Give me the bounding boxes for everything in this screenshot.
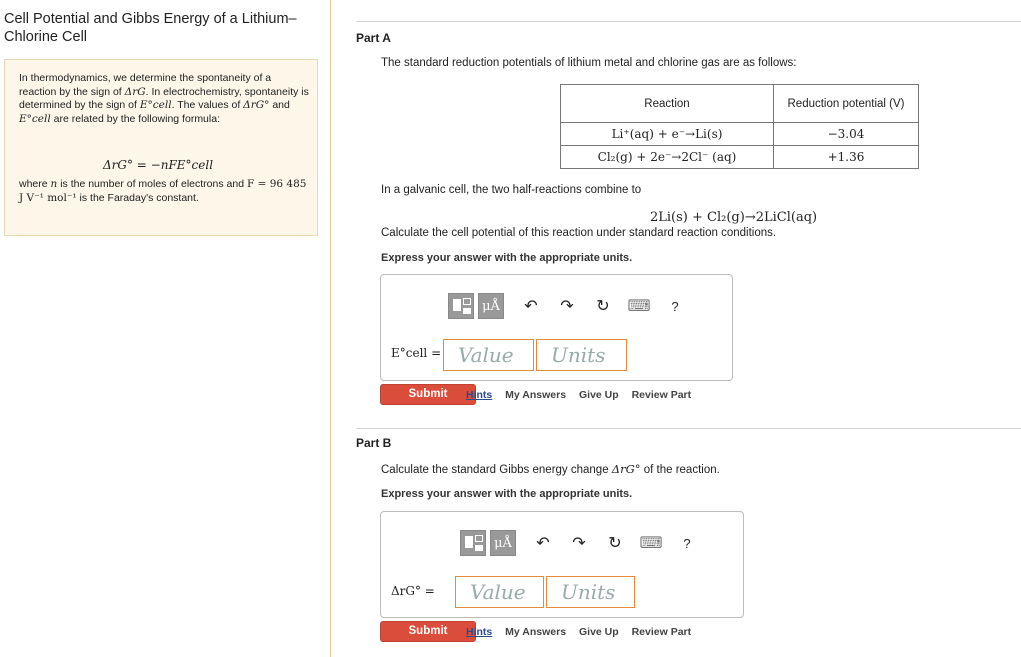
vertical-divider [330,0,331,657]
math-toolbar [460,530,702,556]
part-b-label: Part B [356,436,392,450]
part-b-question: Calculate the standard Gibbs energy change ΔrG° of the reaction. [381,462,720,476]
submit-button-b[interactable]: Submit [380,621,476,642]
problem-title: Cell Potential and Gibbs Energy of a Lithium–Chlorine Cell [4,11,297,45]
intro-box [4,59,318,236]
reduction-potential-table [560,84,919,169]
formula-explanation: where n is the number of moles of electrons and F = 96 485 J V⁻¹ mol⁻¹ is the Faraday's constant. [19,178,307,204]
table-header-row [561,85,919,123]
part-a-express: Express your answer with the appropriate units. [381,252,633,264]
redo-icon[interactable]: ↷ [572,535,586,552]
ecell-symbol-2: E°cell [19,112,51,125]
hints-link[interactable]: Hints [466,626,493,638]
galvanic-text: In a galvanic cell, the two half-reactions combine to [381,184,642,196]
reset-icon[interactable]: ↻ [608,535,622,552]
part-a-intro: The standard reduction potentials of lithium metal and chlorine gas are as follows: [381,57,797,69]
ecell-field-label: E°cell = [391,346,442,360]
value-input[interactable]: Value [455,576,544,608]
units-button[interactable]: μÅ [490,530,516,556]
units-input[interactable]: Units [546,576,635,608]
redo-icon[interactable]: ↷ [560,298,574,315]
table-cell: −3.04 [774,123,919,146]
value-input[interactable]: Value [443,339,534,371]
table-cell: Li⁺(aq) + e⁻→Li(s) [561,123,774,146]
intro-paragraph: In thermodynamics, we determine the spontaneity of a reaction by the sign of ΔrG. In electrochemistry, spontaneity is determined by the sign of E°cell. The values of ΔrG° and E°cell are related by the following formula: [19,72,309,125]
hints-link[interactable]: Hints [466,389,493,401]
review-part-link[interactable]: Review Part [631,626,692,638]
part-a-question: Calculate the cell potential of this reaction under standard reaction conditions. [381,227,777,239]
answer-box-a [380,274,733,381]
part-b-express: Express your answer with the appropriate units. [381,488,633,500]
table-cell: +1.36 [774,146,919,169]
review-part-link[interactable]: Review Part [631,389,692,401]
part-a-links [466,389,701,401]
math-toolbar [448,293,690,319]
faraday-constant: F = 96 485 J V⁻¹ mol⁻¹ [19,178,307,204]
give-up-link[interactable]: Give Up [578,626,619,638]
submit-button-a[interactable]: Submit [380,384,476,405]
help-icon[interactable]: ? [671,298,679,314]
table-row [561,146,919,169]
keyboard-icon[interactable]: ⌨ [627,298,651,315]
overall-equation: 2Li(s) + Cl₂(g)→2LiCl(aq) [650,210,818,225]
undo-icon[interactable]: ↶ [536,535,550,552]
divider-part-a [356,21,1021,22]
part-a-label: Part A [356,31,391,45]
give-up-link[interactable]: Give Up [578,389,619,401]
delta-g0-symbol: ΔrG° [243,99,270,111]
undo-icon[interactable]: ↶ [524,298,538,315]
templates-button[interactable] [448,293,474,319]
divider-part-b [356,428,1021,429]
ecell-symbol: E°cell [139,99,172,111]
delta-g-symbol: ΔrG [124,85,146,98]
units-button[interactable]: μÅ [478,293,504,319]
part-b-links [466,626,701,638]
answer-box-b [380,511,744,618]
delta-g-field-label: ΔrG° = [391,584,435,598]
table-cell: Cl₂(g) + 2e⁻→2Cl⁻ (aq) [561,146,774,169]
help-icon[interactable]: ? [683,535,691,551]
reset-icon[interactable]: ↻ [596,298,610,315]
keyboard-icon[interactable]: ⌨ [639,535,663,552]
my-answers-link[interactable]: My Answers [505,626,567,638]
table-header: Reaction [561,85,774,123]
table-row [561,123,919,146]
my-answers-link[interactable]: My Answers [505,389,567,401]
units-input[interactable]: Units [536,339,627,371]
gibbs-formula: ΔrG° = −nFE°cell [103,158,214,172]
table-header: Reduction potential (V) [774,85,919,123]
templates-button[interactable] [460,530,486,556]
